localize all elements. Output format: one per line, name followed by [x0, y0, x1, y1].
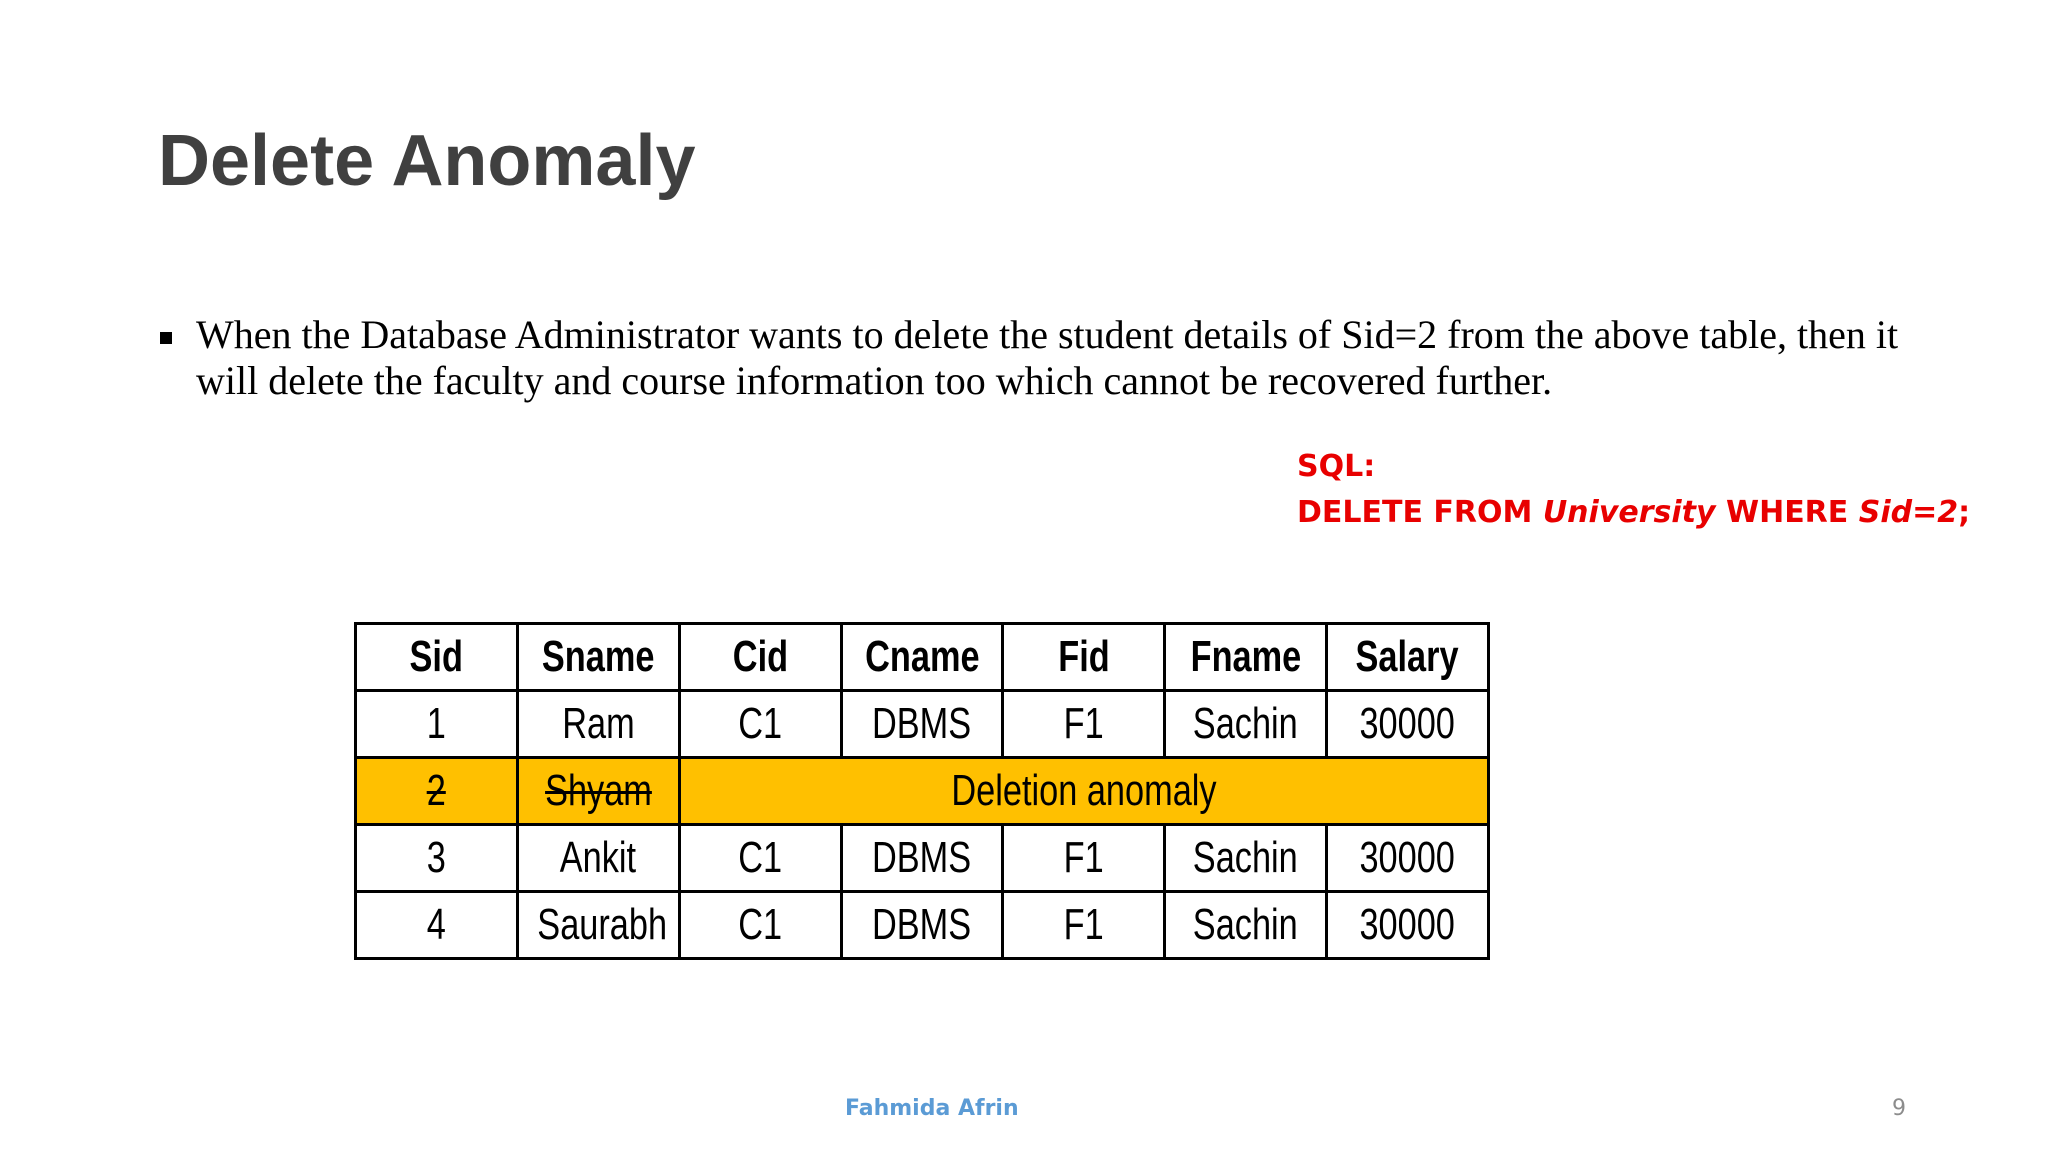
cell-sid: 3 [356, 825, 518, 892]
page-number: 9 [1892, 1096, 1906, 1121]
cell-sid: 4 [356, 892, 518, 959]
cell-cname: DBMS [841, 892, 1003, 959]
cell-sname: Saurabh [517, 892, 679, 959]
cell-cname: DBMS [841, 691, 1003, 758]
footer-author: Fahmida Afrin [845, 1096, 1019, 1121]
university-table [354, 622, 1490, 960]
bullet-square-icon [160, 332, 172, 344]
sql-terminator: ; [1958, 495, 1971, 530]
header-cname: Cname [841, 624, 1003, 691]
deletion-anomaly-note: Deletion anomaly [679, 758, 1488, 825]
sql-keyword-delete-from: DELETE FROM [1297, 495, 1543, 530]
header-salary: Salary [1327, 624, 1489, 691]
header-sid: Sid [356, 624, 518, 691]
cell-fid: F1 [1003, 892, 1165, 959]
cell-fid: F1 [1003, 825, 1165, 892]
bullet-text: When the Database Administrator wants to delete the student details of Sid=2 from the above table, then it will delete the faculty and course information too which cannot be recovered further. [196, 312, 1899, 403]
cell-sname-deleted: Shyam [517, 758, 679, 825]
table-row [356, 825, 1489, 892]
sql-query [1297, 490, 1970, 536]
table-row [356, 892, 1489, 959]
table-header-row [356, 624, 1489, 691]
header-sname: Sname [517, 624, 679, 691]
cell-sid: 1 [356, 691, 518, 758]
cell-cid: C1 [679, 825, 841, 892]
cell-sname: Ankit [517, 825, 679, 892]
cell-salary: 30000 [1327, 691, 1489, 758]
bullet-point [158, 312, 1918, 404]
cell-fid: F1 [1003, 691, 1165, 758]
sql-condition: Sid=2 [1858, 495, 1959, 530]
cell-sname: Ram [517, 691, 679, 758]
table-row [356, 691, 1489, 758]
cell-cname: DBMS [841, 825, 1003, 892]
header-fname: Fname [1165, 624, 1327, 691]
header-cid: Cid [679, 624, 841, 691]
deleted-table-row [356, 758, 1489, 825]
sql-keyword-where: WHERE [1715, 495, 1859, 530]
cell-salary: 30000 [1327, 825, 1489, 892]
cell-fname: Sachin [1165, 892, 1327, 959]
slide-title: Delete Anomaly [158, 121, 696, 201]
header-fid: Fid [1003, 624, 1165, 691]
cell-cid: C1 [679, 892, 841, 959]
sql-statement [1297, 444, 1970, 536]
cell-fname: Sachin [1165, 825, 1327, 892]
cell-cid: C1 [679, 691, 841, 758]
cell-sid-deleted: 2 [356, 758, 518, 825]
cell-salary: 30000 [1327, 892, 1489, 959]
sql-label: SQL: [1297, 449, 1376, 484]
cell-fname: Sachin [1165, 691, 1327, 758]
sql-table-name: University [1542, 495, 1716, 530]
